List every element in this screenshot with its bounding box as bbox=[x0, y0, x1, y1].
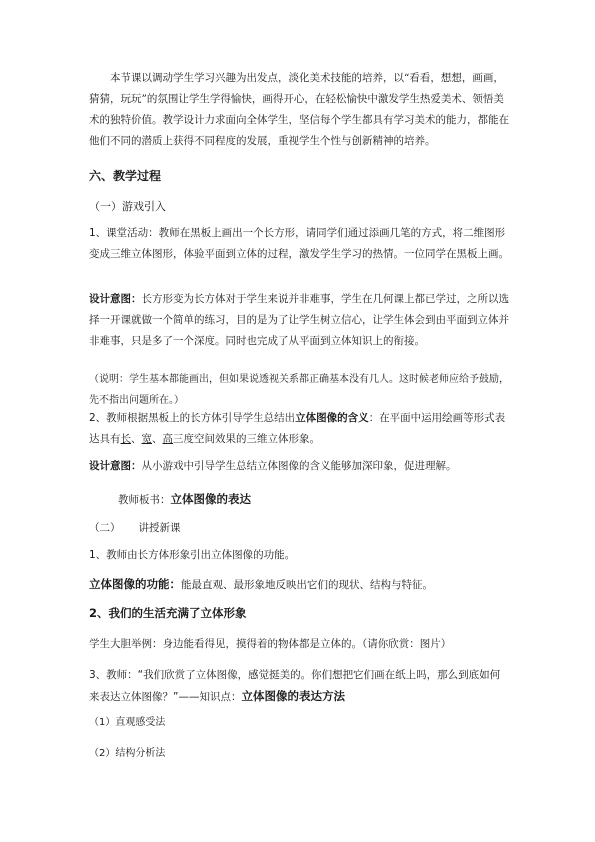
meaning-paragraph bbox=[89, 408, 509, 450]
board-line bbox=[97, 489, 517, 511]
knowledge-point: 立体图像的表达方法 bbox=[241, 689, 345, 703]
function-paragraph bbox=[89, 574, 509, 596]
board-text: 立体图像的表达 bbox=[170, 492, 251, 506]
new-lesson-paragraph: 1、教师由长方体形象引出立体图像的功能。 bbox=[89, 549, 296, 561]
teacher-quote-paragraph bbox=[89, 665, 509, 708]
meaning-text-a: 2、教师根据黑板上的长方体引导学生总结出 bbox=[89, 412, 296, 424]
example-paragraph: 学生大胆举例：身边能看得见，摸得着的物体都是立体的。（请你欣赏：图片） bbox=[89, 638, 452, 650]
design-intent-label-2: 设计意图： bbox=[89, 460, 142, 472]
meaning-text-c: ：在平面中运用绘画等形式表达具有 bbox=[89, 412, 506, 445]
subsection-heading-1: （一）游戏引入 bbox=[89, 200, 166, 213]
separator-1: 、 bbox=[131, 433, 142, 445]
function-label: 立体图像的功能： bbox=[89, 577, 181, 591]
note-paragraph: （说明：学生基本都能画出，但如果说透视关系都正确基本没有几人。这时候老师应给予鼓励，先不指出问题所在。） bbox=[89, 374, 509, 406]
teacher-quote-text: 3、教师：“我们欣赏了立体图像，感觉挺美的。你们想把它们画在纸上吗，那么到底如何来表达立体图像？”——知识点： bbox=[89, 669, 501, 703]
life-heading: 2、我们的生活充满了立体形象 bbox=[89, 606, 247, 620]
method-item-2: （2）结构分析法 bbox=[89, 748, 166, 759]
intro-text: 本节课以调动学生学习兴趣为出发点，淡化美术技能的培养，以“看看，想想，画画，猜猜，玩玩”的氛围让学生学得愉快，画得开心，在轻松愉快中激发学生热爱美术、领悟美术的独特价值。教学设计力求面向全体学生，坚信每个学生都具有学习美术的能力，都能在他们不同的潜质上获得不同程度的发展，重视学生个性与创新精神的培养。 bbox=[89, 72, 509, 147]
dimension-length: 长 bbox=[120, 433, 131, 445]
method-item-1: （1）直观感受法 bbox=[89, 717, 166, 728]
dimension-width: 宽 bbox=[141, 433, 152, 445]
subsection-title: 讲授新课 bbox=[138, 522, 181, 534]
intro-paragraph bbox=[89, 68, 509, 152]
design-intent-text-2: 从小游戏中引导学生总结立体图像的含义能够加深印象，促进理解。 bbox=[141, 460, 457, 472]
design-intent-2 bbox=[89, 456, 509, 477]
subsection-number: （二） bbox=[89, 522, 121, 534]
meaning-keyword: 立体图像的含义 bbox=[295, 412, 369, 424]
meaning-text-i: 三度空间效果的三维立体形象。 bbox=[173, 433, 320, 445]
design-intent-1 bbox=[89, 289, 509, 352]
design-intent-text: 长方形变为长方体对于学生来说并非难事，学生在几何课上都已学过，之所以选择一开课就做一个简单的练习，目的是为了让学生树立信心，让学生体会到由平面到立体并非难事，只是多了一个深度。同时也完成了从平面到立体知识上的衔接。 bbox=[89, 293, 509, 347]
dimension-height: 高 bbox=[162, 433, 173, 445]
function-text: 能最直观、最形象地反映出它们的现状、结构与特征。 bbox=[181, 579, 433, 591]
design-intent-label: 设计意图： bbox=[89, 293, 142, 305]
board-label: 教师板书： bbox=[118, 494, 171, 506]
subsection-heading-2 bbox=[89, 518, 509, 539]
activity-paragraph: 1、课堂活动：教师在黑板上画出一个长方形，请同学们通过添画几笔的方式，将二维图形变成三维立体图形，体验平面到立体的过程，激发学生学习的热情。一位同学在黑板上画。 bbox=[89, 227, 509, 260]
section-heading: 六、教学过程 bbox=[89, 169, 162, 183]
separator-2: 、 bbox=[152, 433, 163, 445]
